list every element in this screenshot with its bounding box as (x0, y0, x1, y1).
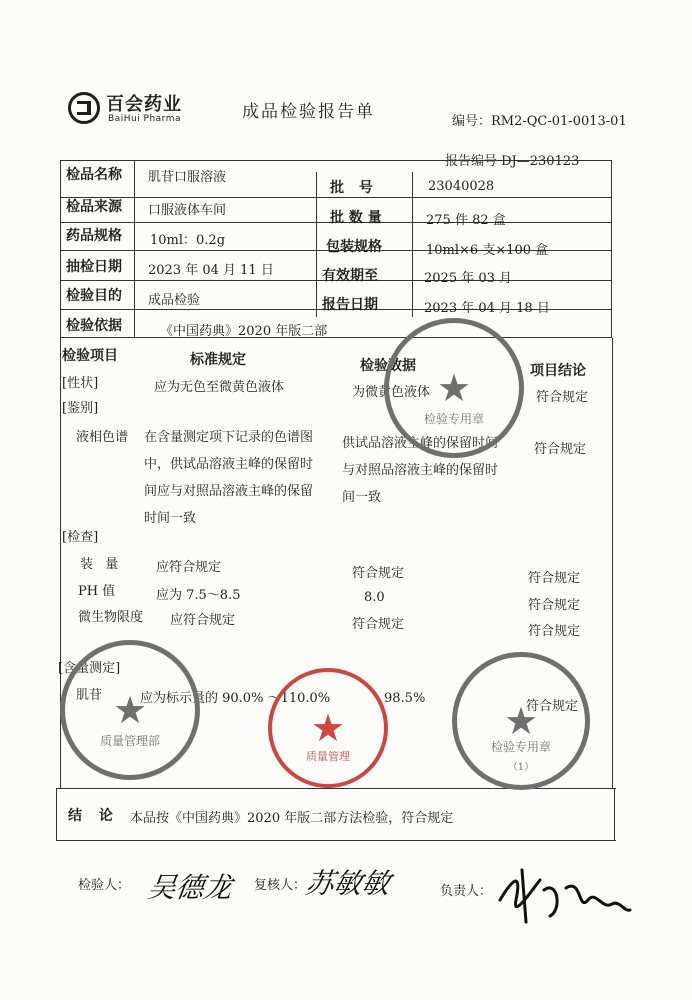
micro-item: 微生物限度 (78, 610, 144, 625)
purpose-label: 检验目的 (66, 288, 122, 304)
head-item: 检验项目 (62, 348, 118, 364)
appearance-section: [性状] (62, 376, 99, 391)
inspector-label: 检验人： (78, 878, 131, 893)
inspector-signature: 吴德龙 (145, 871, 235, 904)
ph-standard: 应为 7.5～8.5 (156, 588, 241, 603)
logo-cn: 百会药业 (106, 94, 182, 115)
assay-data: 98.5% (384, 691, 426, 706)
basis-label: 检验依据 (66, 318, 122, 334)
star-icon: ★ (503, 699, 539, 743)
reviewer-label: 复核人： (254, 878, 307, 893)
product-value: 肌苷口服溶液 (148, 170, 227, 185)
appearance-conclusion: 符合规定 (536, 390, 589, 405)
lc-standard: 在含量测定项下记录的色谱图中，供试品溶液主峰的保留时间应与对照品溶液主峰的保留时间一致 (144, 430, 314, 526)
document-code: 编号：RM2-QC-01-0013-01 (452, 114, 627, 129)
manager-label: 负责人： (440, 884, 493, 899)
qc-stamp (384, 318, 524, 458)
appearance-standard: 应为无色至微黄色液体 (154, 380, 285, 395)
ident-section: [鉴别] (62, 401, 99, 416)
basis-value: 《中国药典》2020 年版二部 (160, 324, 328, 339)
manager-signature (492, 860, 632, 930)
check-section: [检查] (62, 530, 99, 545)
expiry-value: 2025 年 03 月 (424, 271, 513, 286)
fill-data: 符合规定 (352, 566, 405, 581)
conclusion-label: 结 论 (68, 808, 113, 824)
quality-stamp-caption: 质量管理部 (99, 734, 160, 748)
qty-value: 275 件 82 盒 (426, 213, 506, 228)
source-label: 检品来源 (66, 199, 122, 215)
ph-item: PH 值 (78, 584, 116, 599)
assay-conclusion: 符合规定 (526, 699, 579, 714)
batch-value: 23040028 (428, 179, 495, 194)
qc-stamp-2-caption: 检验专用章 (490, 740, 551, 754)
head-conclusion: 项目结论 (530, 363, 586, 379)
fill-standard: 应符合规定 (156, 560, 222, 575)
assay-section: [含量测定] (58, 661, 121, 676)
report-number: 报告编号 DJ—230123 (445, 154, 580, 169)
red-stamp (268, 668, 388, 788)
expiry-label: 有效期至 (322, 268, 378, 284)
assay-standard: 应为标示量的 90.0% ～110.0% (140, 691, 331, 706)
star-icon: ★ (112, 688, 148, 732)
reviewer-signature: 苏敏敏 (303, 867, 393, 900)
sample-date-label: 抽检日期 (66, 259, 122, 275)
red-stamp-caption: 质量管理 (306, 750, 350, 763)
spec-value: 10ml：0.2g (150, 233, 226, 248)
micro-standard: 应符合规定 (170, 613, 236, 628)
lc-conclusion: 符合规定 (534, 442, 587, 457)
micro-conclusion: 符合规定 (528, 624, 581, 639)
star-icon: ★ (436, 366, 472, 410)
head-standard: 标准规定 (190, 352, 246, 368)
report-date-value: 2023 年 04 月 18 日 (424, 301, 550, 316)
ph-conclusion: 符合规定 (528, 598, 581, 613)
qty-label: 批 数 量 (330, 210, 382, 226)
ph-data: 8.0 (364, 590, 385, 605)
fill-item: 装 量 (80, 557, 119, 572)
micro-data: 符合规定 (352, 617, 405, 632)
purpose-value: 成品检验 (148, 293, 201, 308)
lc-item: 液相色谱 (76, 430, 129, 445)
company-logo (68, 90, 188, 130)
logo-mark-icon (68, 92, 100, 124)
fill-conclusion: 符合规定 (528, 571, 581, 586)
conclusion-text: 本品按《中国药典》2020 年版二部方法检验，符合规定 (130, 811, 454, 826)
lc-data: 供试品溶液主峰的保留时间与对照品溶液主峰的保留时间一致 (342, 436, 499, 505)
product-label: 检品名称 (66, 167, 122, 183)
qc-stamp-caption: 检验专用章 (423, 412, 484, 426)
star-icon: ★ (310, 706, 346, 750)
source-value: 口服液体车间 (148, 203, 227, 218)
batch-label: 批 号 (330, 180, 373, 196)
assay-item: 肌苷 (76, 688, 103, 703)
logo-en: BaiHui Pharma (108, 114, 181, 124)
report-date-label: 报告日期 (322, 297, 378, 313)
spec-label: 药品规格 (66, 228, 122, 244)
appearance-data: 为微黄色液体 (352, 385, 431, 400)
pack-value: 10ml×6 支×100 盒 (426, 243, 549, 258)
quality-stamp (60, 640, 200, 780)
document-title: 成品检验报告单 (242, 102, 375, 122)
pack-label: 包装规格 (326, 239, 382, 255)
qc-stamp-2-number: （1） (507, 762, 535, 773)
qc-stamp-2 (452, 652, 590, 790)
sample-date-value: 2023 年 04 月 11 日 (148, 263, 274, 278)
head-data: 检验数据 (360, 358, 416, 374)
